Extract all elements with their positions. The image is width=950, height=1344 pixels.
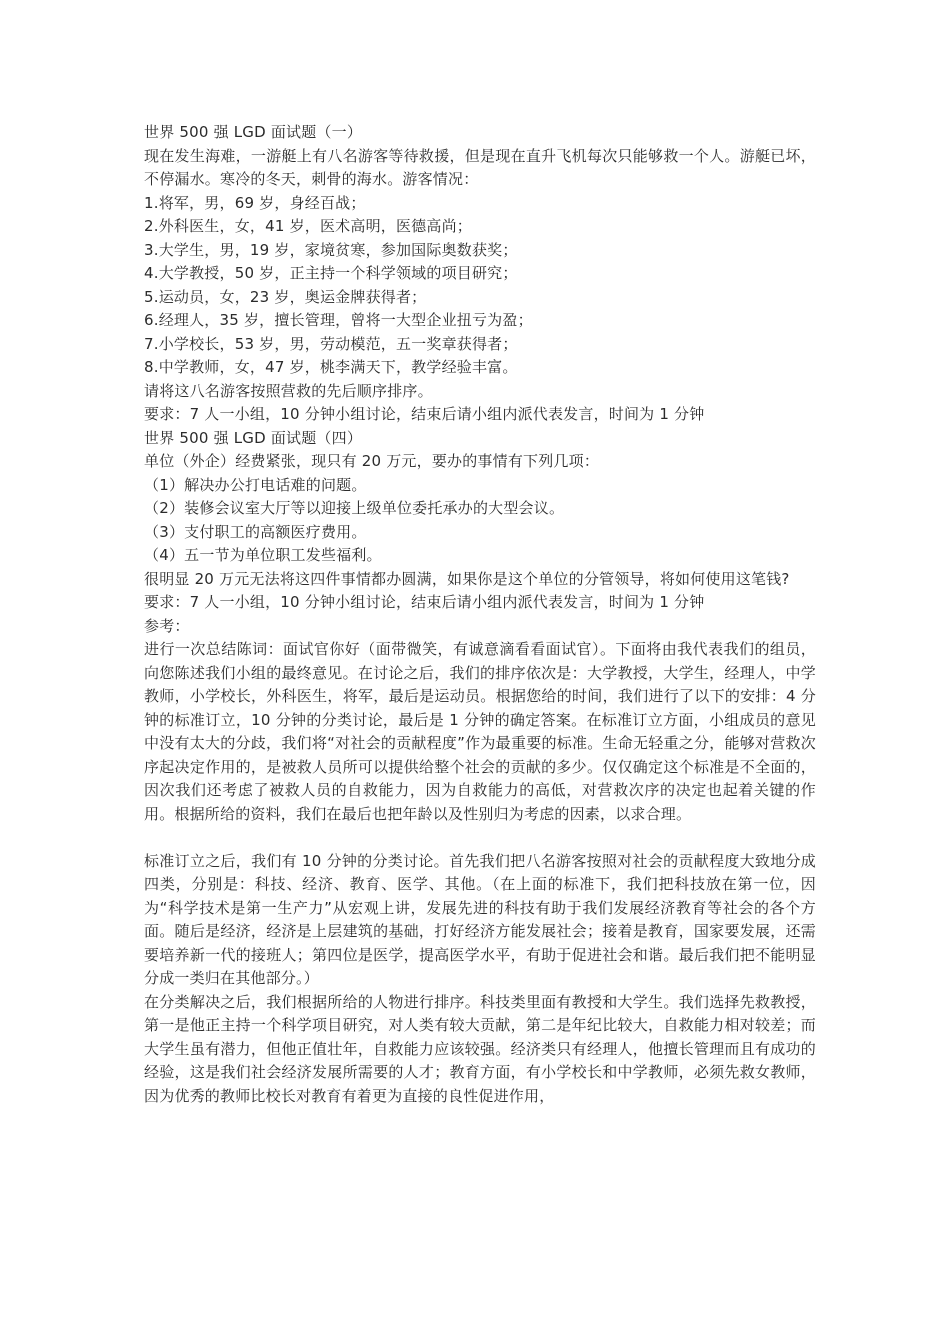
list-item: 4.大学教授，50 岁，正主持一个科学领域的项目研究； — [144, 264, 518, 282]
paragraph: 进行一次总结陈词：面试官你好（面带微笑，有诚意滴看看面试官）。下面将由我代表我们的组员，向您陈述我们小组的最终意见。在讨论之后，我们的排序依次是：大学教授，大学生，经理人，中学教师，小学校长，外科医生，将军，最后是运动员。根据您给的时间，我们进行了以下的安排：4 分钟的标准订立，10 分钟的分类讨论，最后是 1 分钟的确定答案。在标准订立方面，小组成员的意见中没有太大的分歧，我们将“对社会的贡献程度”作为最重要的标准。生命无轻重之分，能够对营救次序起决定作用的，是被救人员所可以提供给整个社会的贡献的多少。仅仅确定这个标准是不全面的，因次我们还考虑了被救人员的自救能力，因为自救能力的高低，对营救次序的决定也起着关键的作用。根据所给的资料，我们在最后也把年龄以及性别归为考虑的因素，以求合理。 — [144, 640, 816, 823]
scenario-intro: 现在发生海难，一游艇上有八名游客等待救援，但是现在直升飞机每次只能够救一个人。游艇已坏，不停漏水。寒冷的冬天，刺骨的海水。游客情况： — [144, 146, 816, 188]
list-item: 7.小学校长，53 岁，男，劳动模范，五一奖章获得者； — [144, 334, 518, 353]
list-item: 5.运动员，女，23 岁，奥运金牌获得者； — [144, 287, 427, 306]
blank-line — [144, 826, 816, 850]
paragraph: 在分类解决之后，我们根据所给的人物进行排序。科技类里面有教授和大学生。我们选择先救教授，第一是他正主持一个科学项目研究，对人类有较大贡献，第二是年纪比较大，自救能力相对较差；而大学生虽有潜力，但他正值壮年，自救能力应该较强。经济类只有经理人，他擅长管理而且有成功的经验，这是我们社会经济发展所需要的人才；教育方面，有小学校长和中学教师，必须先救女教师，因为优秀的教师比校长对教育有着更为直接的良性促进作用， — [144, 992, 816, 1105]
requirement-text: 要求：7 人一小组，10 分钟小组讨论，结束后请小组内派代表发言，时间为 1 分钟 — [144, 593, 705, 611]
heading-question-4: 世界 500 强 LGD 面试题（四） — [144, 428, 363, 447]
document-page — [144, 121, 816, 1108]
list-item: 1.将军，男，69 岁，身经百战； — [144, 193, 366, 212]
scenario-intro: 单位（外企）经费紧张，现只有 20 万元，要办的事情有下列几项： — [144, 452, 600, 470]
requirement-text: 要求：7 人一小组，10 分钟小组讨论，结束后请小组内派代表发言，时间为 1 分钟 — [144, 405, 705, 423]
list-item: （4）五一节为单位职工发些福利。 — [144, 546, 382, 564]
paragraph: 标准订立之后，我们有 10 分钟的分类讨论。首先我们把八名游客按照对社会的贡献程度大致地分成四类，分别是：科技、经济、教育、医学、其他。（在上面的标准下，我们把科技放在第一位，因为“科学技术是第一生产力”从宏观上讲，发展先进的科技有助于我们发展经济教育等社会的各个方面。随后是经济，经济是上层建筑的基础，打好经济方能发展社会；接着是教育，国家要发展，还需要培养新一代的接班人；第四位是医学，提高医学水平，有助于促进社会和谐。最后我们把不能明显分成一类归在其他部分。） — [144, 851, 816, 987]
list-item: （1）解决办公打电话难的问题。 — [144, 475, 367, 494]
list-item: 2.外科医生，女，41 岁，医术高明，医德高尚； — [144, 217, 472, 235]
question-text: 很明显 20 万元无法将这四件事情都办圆满，如果你是这个单位的分管领导，将如何使用这笔钱? — [144, 569, 790, 588]
list-item: （3）支付职工的高额医疗费用。 — [144, 522, 367, 541]
list-item: 6.经理人，35 岁，擅长管理，曾将一大型企业扭亏为盈； — [144, 311, 533, 329]
list-item: （2）装修会议室大厅等以迎接上级单位委托承办的大型会议。 — [144, 499, 565, 517]
reference-label: 参考： — [144, 616, 190, 635]
heading-question-1: 世界 500 强 LGD 面试题（一） — [144, 123, 363, 141]
list-item: 8.中学教师，女，47 岁，桃李满天下，教学经验丰富。 — [144, 358, 518, 376]
list-item: 3.大学生，男，19 岁，家境贫寒，参加国际奥数获奖； — [144, 240, 518, 259]
instruction-text: 请将这八名游客按照营救的先后顺序排序。 — [144, 381, 433, 400]
